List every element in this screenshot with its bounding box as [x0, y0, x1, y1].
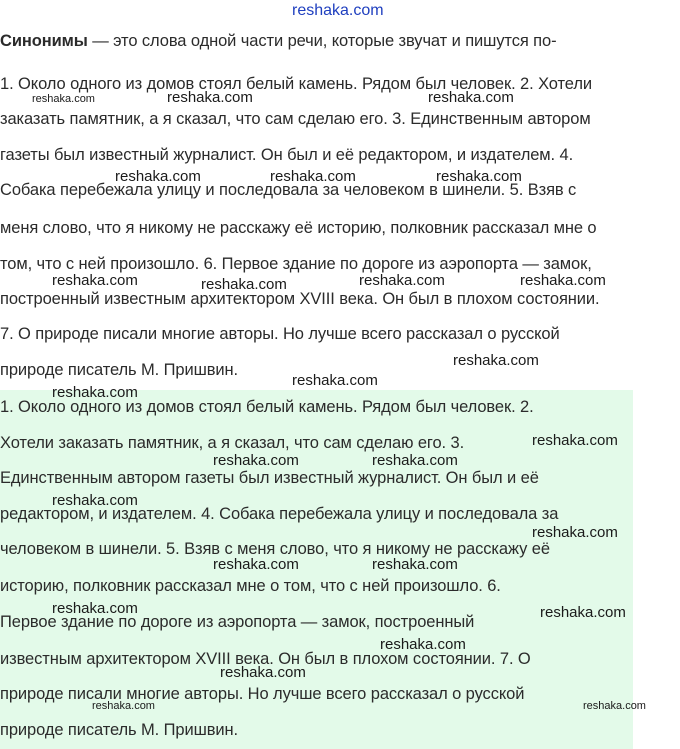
task-line: построенный известным архитектором XVIII века. Он был в плохом состоянии.	[0, 290, 600, 308]
watermark: reshaka.com	[453, 352, 539, 369]
definition-line	[0, 32, 556, 51]
watermark: reshaka.com	[115, 168, 201, 185]
answer-line: 1. Около одного из домов стоял белый камень. Рядом был человек. 2.	[0, 398, 534, 416]
watermark: reshaka.com	[428, 89, 514, 106]
task-line: 1. Около одного из домов стоял белый камень. Рядом был человек. 2. Хотели	[0, 75, 592, 93]
answer-line: Хотели заказать памятник, а я сказал, что сам сделаю его. 3.	[0, 434, 465, 452]
watermark: reshaka.com	[532, 524, 618, 541]
watermark: reshaka.com	[540, 604, 626, 621]
watermark: reshaka.com	[520, 272, 606, 289]
answer-line: редактором, и издателем. 4. Собака перебежала улицу и последовала за	[0, 505, 559, 523]
watermark: reshaka.com	[436, 168, 522, 185]
task-line: 7. О природе писали многие авторы. Но лучше всего рассказал о русской	[0, 325, 560, 343]
answer-line: Единственным автором газеты был известный журналист. Он был и её	[0, 469, 539, 487]
watermark: reshaka.com	[213, 452, 299, 469]
site-watermark: reshaka.com	[292, 2, 384, 19]
task-line: газеты был известный журналист. Он был и её редактором, и издателем. 4.	[0, 146, 574, 164]
answer-line: человеком в шинели. 5. Взяв с меня слово, что я никому не расскажу её	[0, 540, 550, 558]
watermark: reshaka.com	[270, 168, 356, 185]
watermark: reshaka.com	[32, 93, 95, 105]
answer-line: известным архитектором XVIII века. Он был в плохом состоянии. 7. О	[0, 650, 531, 668]
watermark: reshaka.com	[52, 384, 138, 401]
watermark: reshaka.com	[201, 276, 287, 293]
watermark: reshaka.com	[213, 556, 299, 573]
task-line: природе писатель М. Пришвин.	[0, 361, 239, 379]
task-line: заказать памятник, а я сказал, что сам сделаю его. 3. Единственным автором	[0, 110, 591, 128]
answer-line: природе писатель М. Пришвин.	[0, 721, 239, 739]
watermark: reshaka.com	[52, 600, 138, 617]
definition-text: — это слова одной части речи, которые звучат и пишутся по-	[87, 32, 557, 50]
watermark: reshaka.com	[372, 452, 458, 469]
answer-line: природе писали многие авторы. Но лучше всего рассказал о русской	[0, 685, 525, 703]
task-line: том, что с ней произошло. 6. Первое здание по дороге из аэропорта — замок,	[0, 255, 592, 273]
watermark: reshaka.com	[292, 372, 378, 389]
watermark: reshaka.com	[359, 272, 445, 289]
watermark: reshaka.com	[372, 556, 458, 573]
watermark: reshaka.com	[380, 636, 466, 653]
task-line: Собака перебежала улицу и последовала за человеком в шинели. 5. Взяв с	[0, 181, 577, 199]
answer-line: историю, полковник рассказал мне о том, что с ней произошло. 6.	[0, 577, 501, 595]
watermark: reshaka.com	[167, 89, 253, 106]
watermark: reshaka.com	[220, 664, 306, 681]
watermark: reshaka.com	[532, 432, 618, 449]
watermark: reshaka.com	[52, 272, 138, 289]
task-line: меня слово, что я никому не расскажу её историю, полковник рассказал мне о	[0, 219, 597, 237]
watermark: reshaka.com	[583, 700, 646, 712]
watermark: reshaka.com	[52, 492, 138, 509]
answer-line: Первое здание по дороге из аэропорта — замок, построенный	[0, 613, 475, 631]
definition-term: Синонимы	[0, 32, 88, 50]
watermark: reshaka.com	[92, 700, 155, 712]
